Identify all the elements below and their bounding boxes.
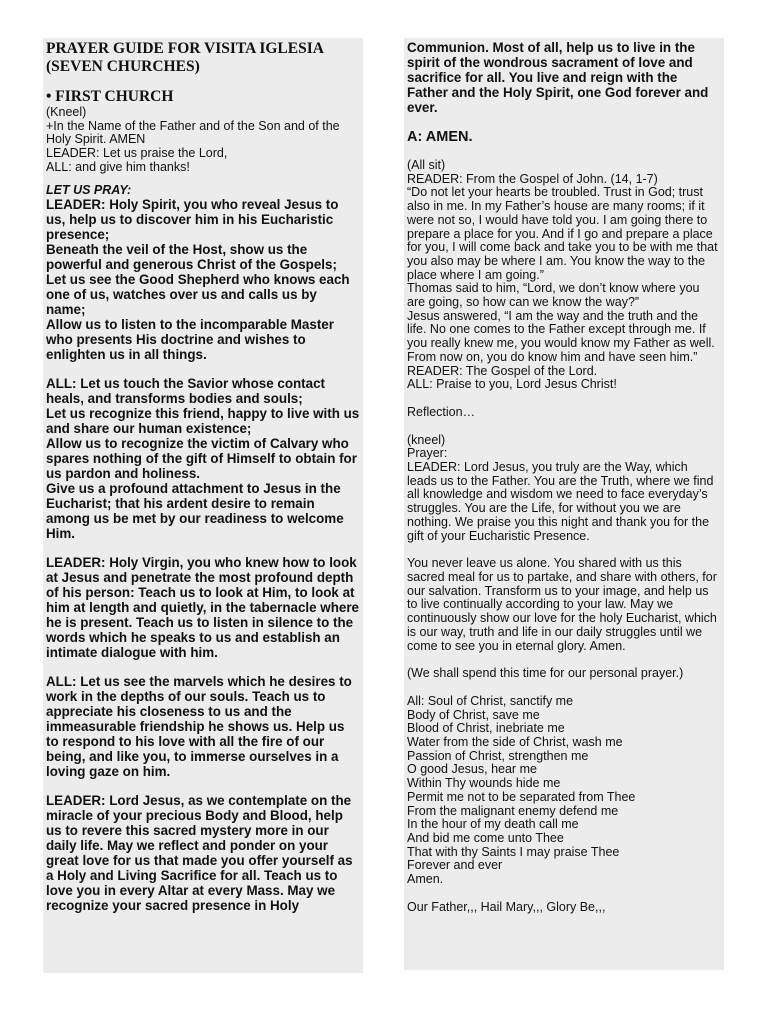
sit-instruction: (All sit): [407, 158, 446, 172]
left-column: [43, 38, 363, 973]
let-us-pray-heading: LET US PRAY:: [46, 182, 132, 197]
all-prayer-line: Allow us to recognize the victim of Calvary who spares nothing of the gift of Himself to obtain for us pardon and holiness.: [46, 435, 357, 481]
kneel-instruction: (kneel): [407, 432, 446, 447]
all-response-line: ALL: and give him thanks!: [46, 159, 190, 174]
church-heading: • FIRST CHURCH: [46, 88, 174, 105]
anima-christi-line: Blood of Christ, inebriate me: [407, 721, 565, 736]
anima-christi-line: Forever and ever: [407, 858, 503, 873]
all-prayer-line: Let us recognize this friend, happy to live with us and share our human existence;: [46, 405, 360, 436]
document-subtitle: (SEVEN CHURCHES): [46, 58, 200, 75]
leader-prayer-line: Let us see the Good Shepherd who knows each one of us, watches over us and calls us by name;: [46, 271, 350, 317]
anima-christi-line: O good Jesus, hear me: [407, 762, 537, 777]
closing-prayers: Our Father,,, Hail Mary,,, Glory Be,,,: [407, 899, 606, 914]
prayer-continuation: Communion. Most of all, help us to live in the spirit of the wondrous sacrament of love and sacrifice for all. You live and reign with the Father and the Holy Spirit, one God forever and ever.: [407, 40, 709, 115]
anima-christi-line: Permit me not to be separated from Thee: [407, 789, 636, 804]
leader-prayer-line: Allow us to listen to the incomparable Master who presents His doctrine and wishes to enlighten us in all things.: [46, 316, 334, 362]
leader-prayer-line: LEADER: Holy Spirit, you who reveal Jesus to us, help us to discover him in his Eucharistic presence;: [46, 196, 339, 242]
anima-christi-line: Passion of Christ, strengthen me: [407, 748, 589, 763]
document-title: PRAYER GUIDE FOR VISITA IGLESIA: [46, 40, 324, 57]
sign-of-cross: +In the Name of the Father and of the Son and of the Holy Spirit. AMEN: [46, 118, 340, 147]
all-prayer-line: ALL: Let us touch the Savior whose contact heals, and transforms bodies and souls;: [46, 375, 325, 406]
amen-response: A: AMEN.: [407, 129, 473, 145]
leader-way-truth-life-prayer: LEADER: Lord Jesus, you truly are the Way, which leads us to the Father. You are the Truth, where we find all knowledge and wisdom we need to face everyday’s struggles. You are the Life, for without you we are nothing. We praise you this night and thank you for the gift of your Eucharistic Presence.: [407, 460, 714, 543]
anima-christi-line: And bid me come unto Thee: [407, 830, 564, 845]
gospel-intro: READER: From the Gospel of John. (14, 1-7): [407, 171, 658, 186]
anima-christi-line: Water from the side of Christ, wash me: [407, 735, 623, 750]
prayer-label: Prayer:: [407, 446, 448, 461]
all-marvels-prayer: ALL: Let us see the marvels which he desires to work in the depths of our souls. Teach us to appreciate his closeness to us and the immeasurable friendship he shows us. Help us to respond to his love with all the fire of our being, and like you, to immerse ourselves in a loving gaze on him.: [46, 673, 352, 779]
anima-christi-line: That with thy Saints I may praise Thee: [407, 844, 620, 859]
gospel-passage: “Do not let your hearts be troubled. Trust in God; trust also in me. In my Father’s house are many rooms; if it were not so, I would have told you. I am going there to prepare a place for you. And if I go and prepare a place for you, I will come back and take you to be with me that you also may be where I am. You know the way to the place where I am going.”: [407, 185, 718, 282]
anima-christi-line: Body of Christ, save me: [407, 707, 540, 722]
anima-christi-line: From the malignant enemy defend me: [407, 803, 619, 818]
reflection-label: Reflection…: [407, 404, 476, 419]
leader-jesus-prayer: LEADER: Lord Jesus, as we contemplate on the miracle of your precious Body and Blood, help us to revere this sacred mystery more in our daily life. May we reflect and ponder on your great love for us that made you offer yourself as a Holy and Living Sacrifice for all. Teach us to love you in every Altar at every Mass. May we recognize your sacred presence in Holy: [46, 792, 353, 913]
all-prayer-line: Give us a profound attachment to Jesus in the Eucharist; that his ardent desire to remain among us be met by our readiness to welcome Him.: [46, 480, 344, 541]
kneel-instruction: (Kneel): [46, 105, 87, 119]
gospel-close: READER: The Gospel of the Lord.: [407, 363, 598, 378]
anima-christi-line: In the hour of my death call me: [407, 817, 579, 832]
gospel-passage: Thomas said to him, “Lord, we don’t know where you are going, so how can we know the way?”: [407, 281, 700, 310]
gospel-response: ALL: Praise to you, Lord Jesus Christ!: [407, 377, 617, 392]
anima-christi-line: Amen.: [407, 872, 444, 887]
gospel-passage: Jesus answered, “I am the way and the truth and the life. No one comes to the Father except through me. If you really knew me, you would know my Father as well. From now on, you do know him and have seen him.”: [407, 308, 715, 364]
anima-christi-line: All: Soul of Christ, sanctify me: [407, 693, 574, 708]
anima-christi-line: Within Thy wounds hide me: [407, 776, 561, 791]
never-alone-prayer: You never leave us alone. You shared with us this sacred meal for us to partake, and share with others, for our salvation. Transform us to your image, and help us to live continually according to your law. May we continuously show our love for the holy Eucharist, which is our way, truth and life in our daily struggles until we come to see you in eternal glory. Amen.: [407, 556, 717, 653]
leader-prayer-line: Beneath the veil of the Host, show us the powerful and generous Christ of the Gospels;: [46, 241, 337, 272]
right-column: [404, 38, 724, 970]
leader-virgin-prayer: LEADER: Holy Virgin, you who knew how to look at Jesus and penetrate the most profound depth of his person: Teach us to look at Him, to look at him at length and quietly, in the tabernacle where he is present. Teach us to listen in silence to the words which he speaks to us and establish an intimate dialogue with him.: [46, 554, 359, 660]
personal-prayer-note: (We shall spend this time for our personal prayer.): [407, 666, 684, 681]
leader-praise-line: LEADER: Let us praise the Lord,: [46, 146, 228, 161]
